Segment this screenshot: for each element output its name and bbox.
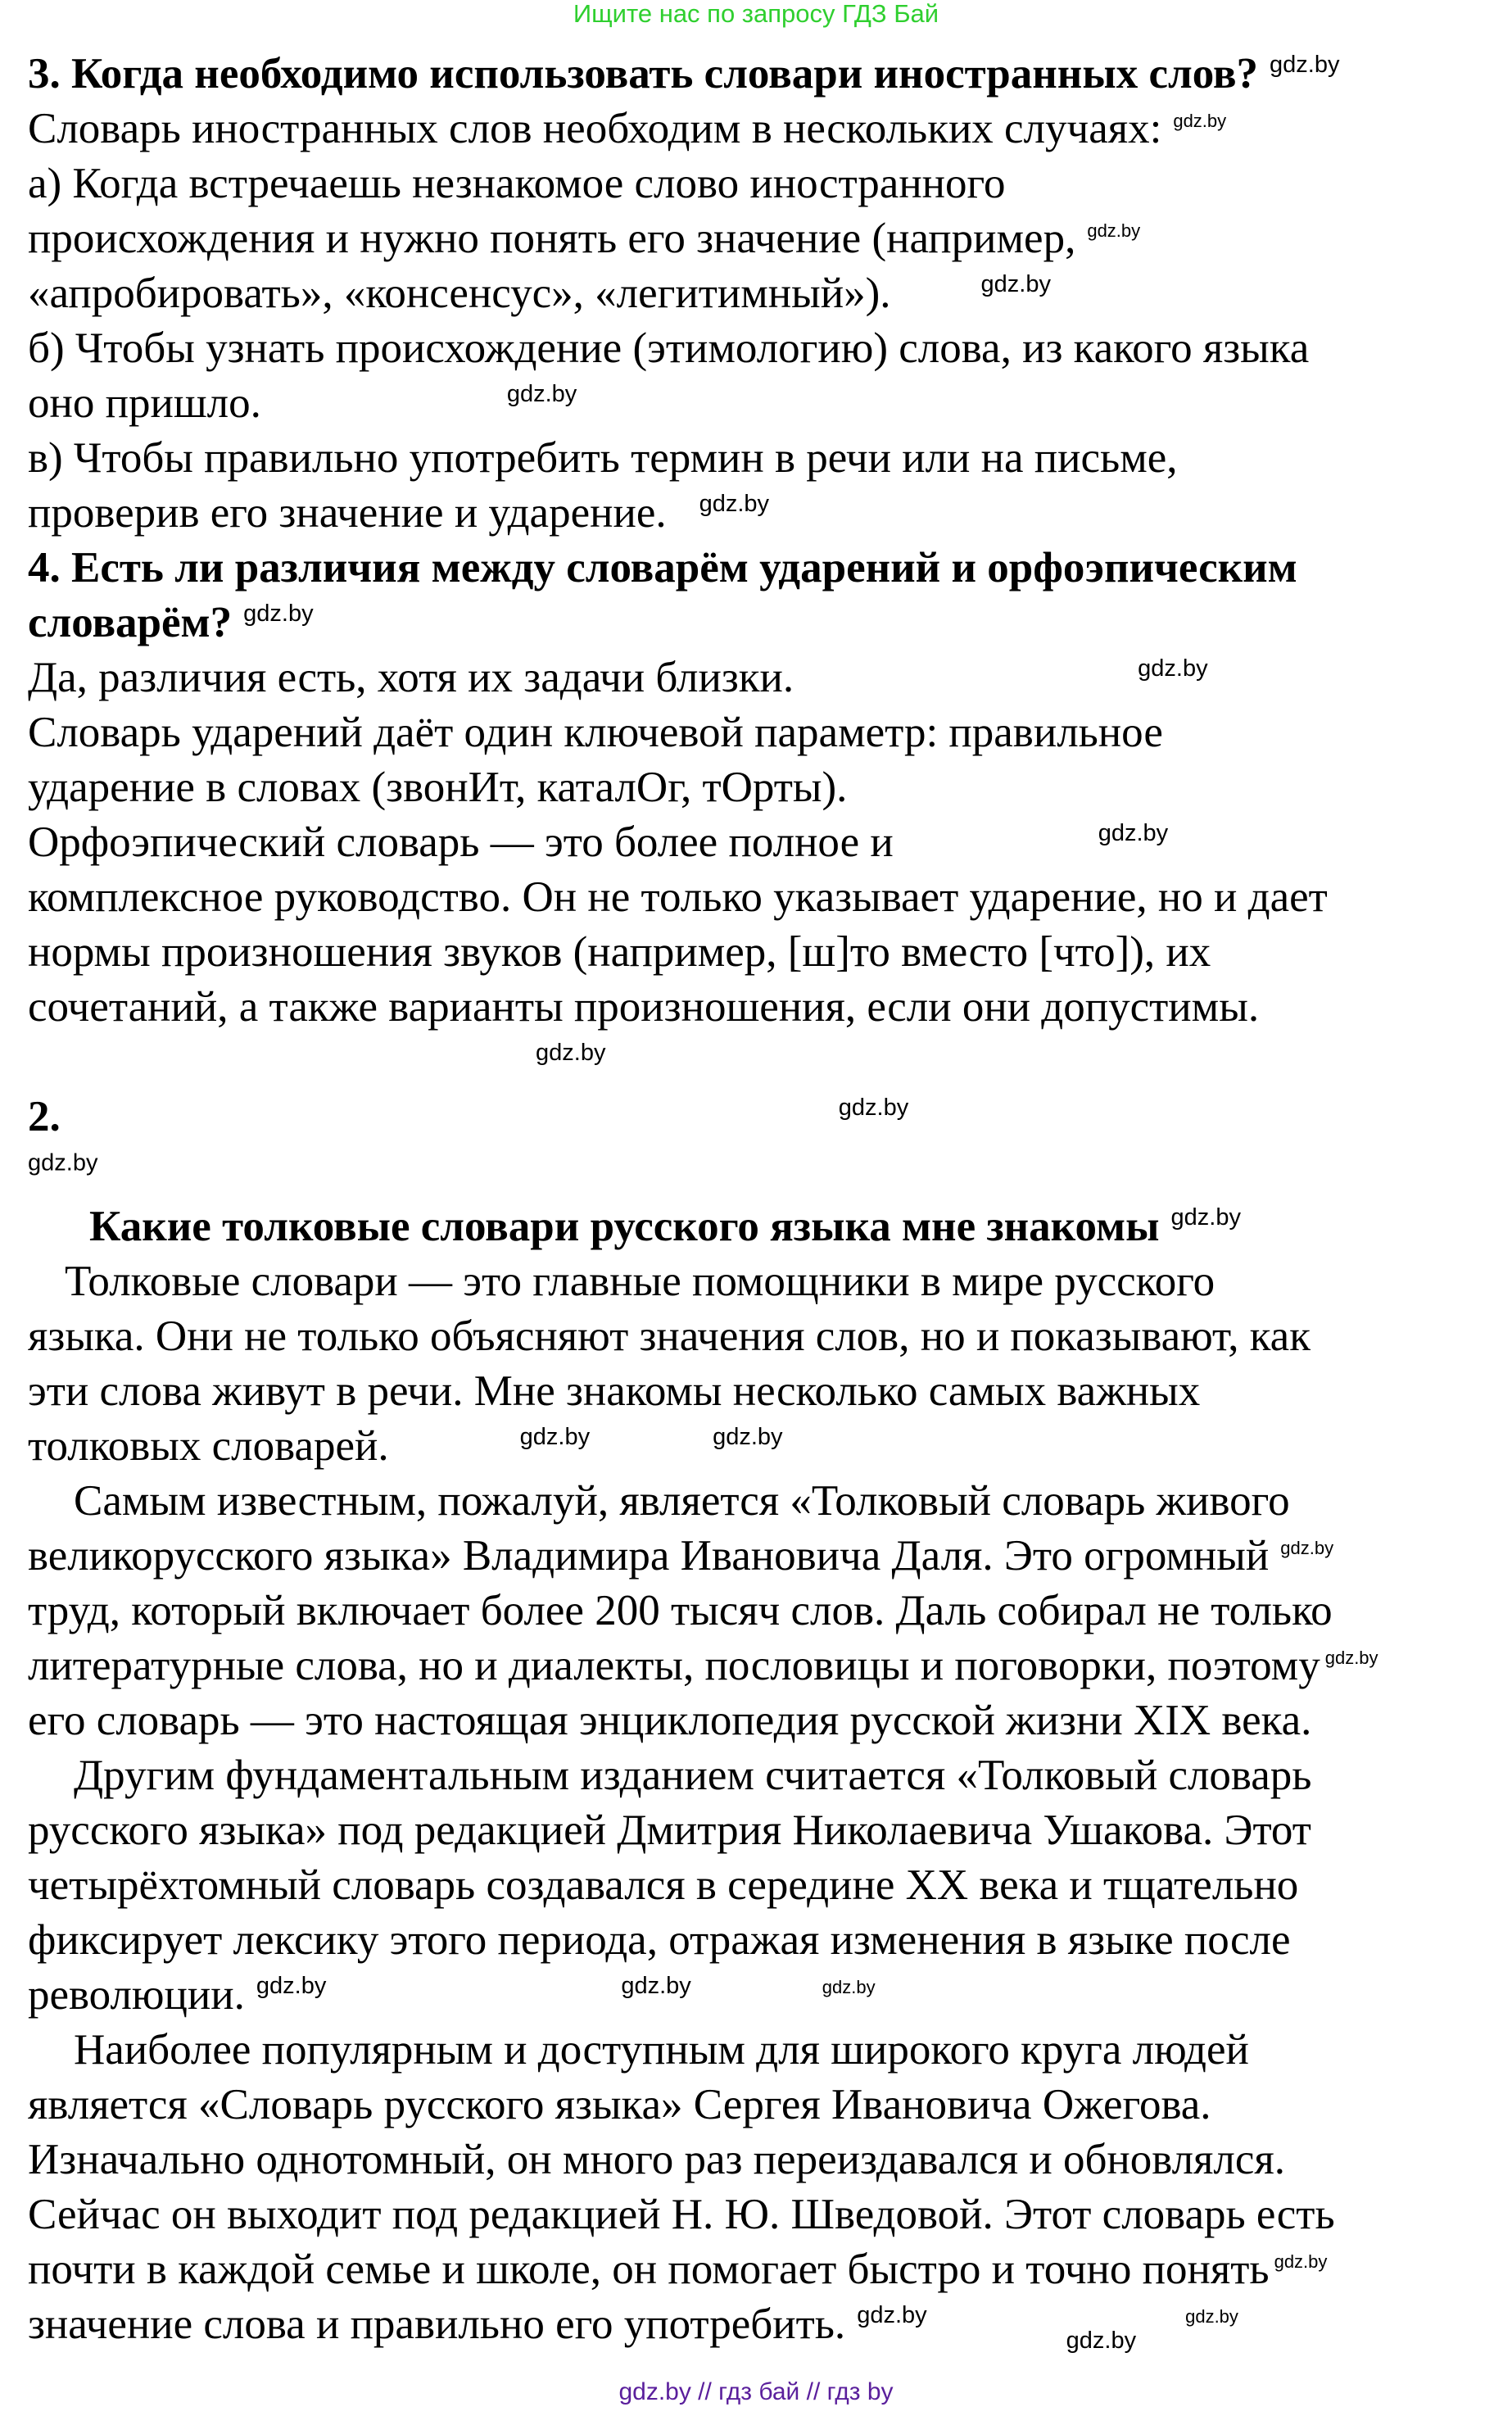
watermark: gdz.by [256,1973,327,2000]
text-line: ударение в словах (звонИт, каталОг, тОрты). [28,764,848,811]
text: Орфоэпический словарь — это более полное и [28,818,894,866]
question-4-title-line [28,596,1494,650]
watermark: gdz.by [1280,1538,1334,1559]
text: почти в каждой семье и школе, он помогает быстро и точно понять [28,2246,1270,2293]
text-line: Словарь ударений даёт один ключевой параметр: правильное [28,709,1163,756]
text-line [28,266,1494,321]
text-line: его словарь — это настоящая энциклопедия русской жизни XIX века. [28,1697,1312,1744]
text-line [28,376,1494,431]
text-line: Наиболее популярным и доступным для широкого круга людей [74,2026,1249,2074]
watermark: gdz.by [1274,2251,1328,2273]
question-3-title-line [28,47,1494,102]
text-line [28,650,1494,705]
watermark: gdz.by [28,1149,98,1176]
watermark: gdz.by [699,491,770,518]
text-line [28,1639,1494,1693]
essay-title-line [28,1199,1494,1254]
watermark: gdz.by [713,1424,783,1451]
text-line: Сейчас он выходит под редакцией Н. Ю. Шведовой. Этот словарь есть [28,2191,1335,2238]
text: оно пришло. [28,379,261,427]
footer-watermark: gdz.by // гдз бай // гдз by [618,2378,894,2405]
spacer [28,1035,1494,1090]
text-line [28,1529,1494,1584]
text: происхождения и нужно понять его значение (например, [28,215,1076,262]
text-line: Самым известным, пожалуй, является «Толковый словарь живого [74,1477,1290,1525]
text: толковых словарей. [28,1422,389,1470]
text-line [28,2297,1494,2352]
text: революции. [28,1971,245,2019]
text-line: в) Чтобы правильно употребить термин в речи или на письме, [28,434,1178,482]
text: Да, различия есть, хотя их задачи близки. [28,654,794,701]
watermark: gdz.by [519,1424,591,1451]
text-line: русского языка» под редакцией Дмитрия Николаевича Ушакова. Этот [28,1806,1311,1854]
text-line: нормы произношения звуков (например, [ш]то вместо [что]), их [28,928,1211,976]
text-line [28,102,1494,156]
text-line: является «Словарь русского языка» Сергея Ивановича Ожегова. [28,2081,1211,2128]
text-line: Изначально однотомный, он много раз переиздавался и обновлялся. [28,2136,1286,2183]
text-line [28,1968,1494,2023]
text-line [28,211,1494,266]
section-number-line [28,1090,1494,1145]
watermark: gdz.by [1138,655,1208,682]
text-line: эти слова живут в речи. Мне знакомы несколько самых важных [28,1367,1201,1415]
watermark: gdz.by [857,2302,927,2329]
document-body [28,47,1494,2352]
text-line: четырёхтомный словарь создавался в середине XX века и тщательно [28,1861,1299,1909]
watermark: gdz.by [822,1977,876,1998]
search-banner: Ищите нас по запросу ГДЗ Бай [573,0,939,28]
text: Словарь иностранных слов необходим в нескольких случаях: [28,105,1162,152]
watermark: gdz.by [1098,820,1169,847]
watermark: gdz.by [621,1973,691,2000]
text-line: языка. Они не только объясняют значения слов, но и показывают, как [28,1312,1311,1360]
watermark: gdz.by [838,1095,909,1122]
text-line: Толковые словари — это главные помощники в мире русского [65,1258,1215,1305]
text: великорусского языка» Владимира Ивановича Даля. Это огромный [28,1532,1270,1580]
text-line: сочетаний, а также варианты произношения, если они допустимы. [28,983,1260,1031]
text-line: труд, который включает более 200 тысяч слов. Даль собирал не только [28,1587,1333,1634]
text-line: б) Чтобы узнать происхождение (этимологию) слова, из какого языка [28,324,1310,372]
watermark: gdz.by [536,1040,606,1067]
watermark: gdz.by [1087,220,1141,242]
text: литературные слова, но и диалекты, пословицы и поговорки, поэтому [28,1642,1320,1689]
text-line [28,815,1494,870]
text-line [28,1419,1494,1474]
text-line: фиксирует лексику этого периода, отражая изменения в языке после [28,1916,1291,1964]
text: «апробировать», «консенсус», «легитимный»). [28,270,891,317]
text-line: комплексное руководство. Он не только указывает ударение, но и дает [28,873,1328,921]
watermark: gdz.by [980,271,1051,298]
watermark: gdz.by [1173,111,1227,132]
watermark: gdz.by [506,381,577,408]
section-number: 2. [28,1093,61,1140]
spacer [28,1145,1494,1199]
watermark: gdz.by [1185,2306,1238,2328]
text-line: Другим фундаментальным изданием считается «Толковый словарь [74,1752,1312,1799]
text: значение слова и правильно его употребить. [28,2300,846,2348]
watermark: gdz.by [243,601,314,628]
text-line: а) Когда встречаешь незнакомое слово иностранного [28,160,1006,207]
text-line [28,486,1494,541]
text-line [28,2242,1494,2297]
watermark: gdz.by [1270,52,1340,79]
watermark: gdz.by [1170,1204,1241,1231]
watermark: gdz.by [1324,1648,1378,1669]
text: проверив его значение и ударение. [28,489,667,537]
question-4-title: словарём? [28,599,233,646]
essay-title: Какие толковые словари русского языка мне знакомы [89,1203,1160,1250]
watermark: gdz.by [1066,2327,1137,2354]
question-4-title: 4. Есть ли различия между словарём ударений и орфоэпическим [28,544,1297,592]
question-3-title: 3. Когда необходимо использовать словари иностранных слов? [28,50,1259,97]
